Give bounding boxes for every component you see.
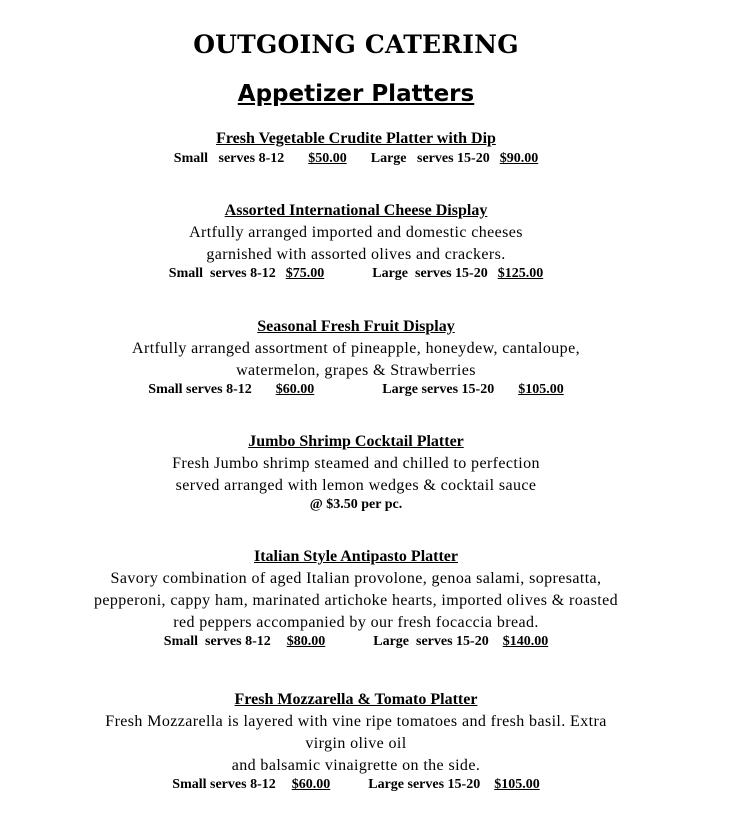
large-price: $90.00 — [499, 151, 539, 166]
item-title-shrimp: Jumbo Shrimp Cocktail Platter — [248, 433, 464, 450]
price-line-fruit — [0, 382, 712, 398]
large-price: $140.00 — [502, 634, 549, 649]
section-heading: Appetizer Platters — [237, 81, 475, 107]
large-price: $105.00 — [518, 382, 564, 397]
item-desc-line: served arranged with lemon wedges & cocktail sauce — [175, 477, 537, 494]
item-desc-line: garnished with assorted olives and crackers. — [206, 246, 506, 263]
item-desc-line: Fresh Jumbo shrimp steamed and chilled to perfection — [172, 455, 540, 472]
small-size-label: Small serves 8-12 — [163, 634, 271, 649]
price-line-crudite — [0, 151, 712, 167]
item-title-mozzarella: Fresh Mozzarella & Tomato Platter — [234, 691, 478, 708]
item-desc-line: watermelon, grapes & Strawberries — [236, 362, 476, 379]
large-size-label: Large serves 15-20 — [382, 382, 495, 397]
item-desc-line: Fresh Mozzarella is layered with vine ripe tomatoes and fresh basil. Extra — [105, 713, 607, 730]
small-price: $80.00 — [286, 634, 326, 649]
item-desc-line: pepperoni, cappy ham, marinated artichoke hearts, imported olives & roasted — [93, 592, 619, 609]
item-title-antipasto: Italian Style Antipasto Platter — [254, 548, 458, 565]
large-price: $105.00 — [494, 777, 540, 792]
price-line-cheese — [0, 266, 712, 282]
page-title: OUTGOING CATERING — [193, 30, 519, 59]
small-size-label: Small serves 8-12 — [172, 777, 276, 792]
large-size-label: Large serves 15-20 — [368, 777, 481, 792]
small-size-label: Small serves 8-12 — [148, 382, 252, 397]
per-piece-price: @ $3.50 per pc. — [309, 497, 403, 512]
small-price: $50.00 — [308, 151, 347, 166]
price-line-mozzarella — [0, 777, 712, 793]
small-price: $60.00 — [275, 382, 315, 397]
item-desc-line: virgin olive oil — [305, 735, 407, 752]
large-size-label: Large serves 15-20 — [370, 151, 490, 166]
large-size-label: Large serves 15-20 — [373, 634, 489, 649]
large-price: $125.00 — [497, 266, 544, 281]
small-price: $60.00 — [291, 777, 331, 792]
small-price: $75.00 — [285, 266, 325, 281]
item-desc-line: and balsamic vinaigrette on the side. — [231, 757, 481, 774]
large-size-label: Large serves 15-20 — [372, 266, 488, 281]
item-desc-line: red peppers accompanied by our fresh focaccia bread. — [173, 614, 539, 631]
price-line-antipasto — [0, 634, 712, 650]
item-title-cheese: Assorted International Cheese Display — [224, 202, 488, 219]
item-desc-line: Artfully arranged imported and domestic cheeses — [189, 224, 523, 241]
small-size-label: Small serves 8-12 — [168, 266, 276, 281]
item-title-fruit: Seasonal Fresh Fruit Display — [257, 318, 455, 335]
small-size-label: Small serves 8-12 — [173, 151, 285, 166]
item-desc-line: Artfully arranged assortment of pineapple, honeydew, cantaloupe, — [132, 340, 580, 357]
item-title-crudite: Fresh Vegetable Crudite Platter with Dip — [216, 130, 496, 147]
item-desc-line: Savory combination of aged Italian provolone, genoa salami, sopresatta, — [110, 570, 602, 587]
